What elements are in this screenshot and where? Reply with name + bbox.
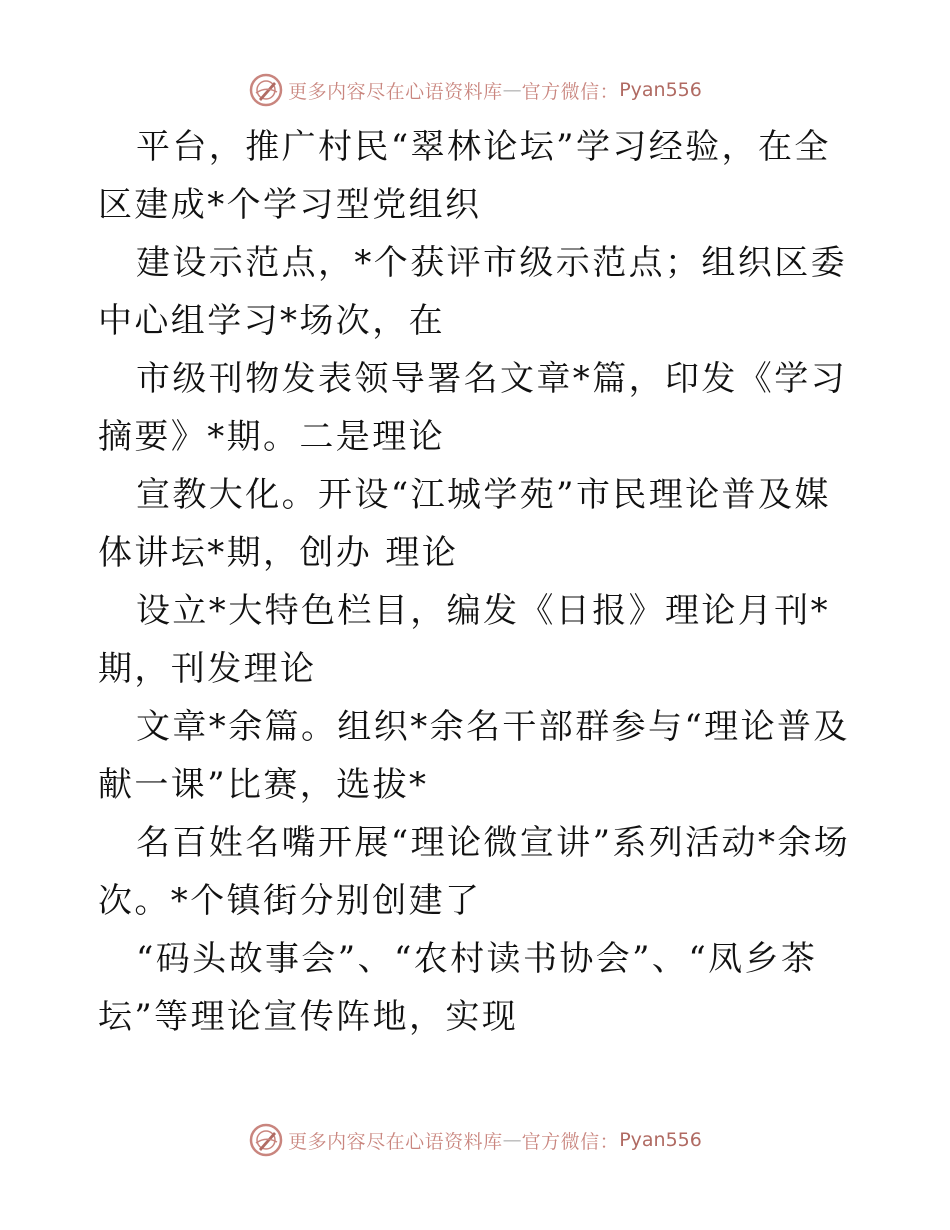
document-body [98,118,858,1046]
paragraph-line: 讲坛*期，创办 理论 [134,533,459,573]
watermark-id: Pyan556 [619,1129,702,1151]
paragraph [98,234,858,350]
paragraph-line: 文章*余篇。组织*余名干部群参与“理论普及献 [98,707,850,805]
paragraph-line: 坛”等理论宣传阵地，实现 [98,997,519,1037]
paragraph-line: 要》*期。二是理论 [134,417,446,457]
watermark-label: 官方微信： [521,80,620,103]
watermark-id: Pyan556 [619,79,702,101]
watermark-separator: — [502,79,522,101]
paragraph-line: 平台，推广村民“翠林论坛”学习经验，在全区 [98,127,831,225]
paragraph [98,930,858,1046]
paragraph-line: 名百姓名嘴开展“理论微宣讲”系列活动*余场 [136,823,851,863]
paragraph-line: 宣教大化。开设“江城学苑”市民理论普及媒体 [98,475,831,573]
watermark-brand: 更多内容尽在心语资料库 [288,80,503,103]
paragraph-line: 心组学习*场次，在 [134,301,446,341]
paragraph [98,582,858,698]
watermark-label: 官方微信： [521,1130,620,1153]
paragraph-line: 市级刊物发表领导署名文章*篇，印发《学习摘 [98,359,847,457]
paragraph [98,350,858,466]
paragraph [98,814,858,930]
seal-logo-icon [248,72,284,108]
paragraph-line: 建成*个学习型党组织 [134,185,482,225]
paragraph-line: 一课”比赛，选拔* [134,765,429,805]
footer-watermark [0,1118,950,1162]
paragraph-line: 设立*大特色栏目，编发《日报》理论月刊*期， [98,591,830,689]
watermark-separator: — [502,1129,522,1151]
paragraph-line: 刊发理论 [170,649,317,689]
paragraph-line: “码头故事会”、“农村读书协会”、“凤乡茶 [136,939,818,979]
paragraph [98,698,858,814]
paragraph [98,118,858,234]
header-watermark [0,68,950,112]
watermark-brand: 更多内容尽在心语资料库 [288,1130,503,1153]
paragraph-line: 次。*个镇街分别创建了 [98,881,482,921]
seal-logo-icon [248,1122,284,1158]
paragraph-line: 建设示范点，*个获评市级示范点；组织区委中 [98,243,847,341]
paragraph [98,466,858,582]
